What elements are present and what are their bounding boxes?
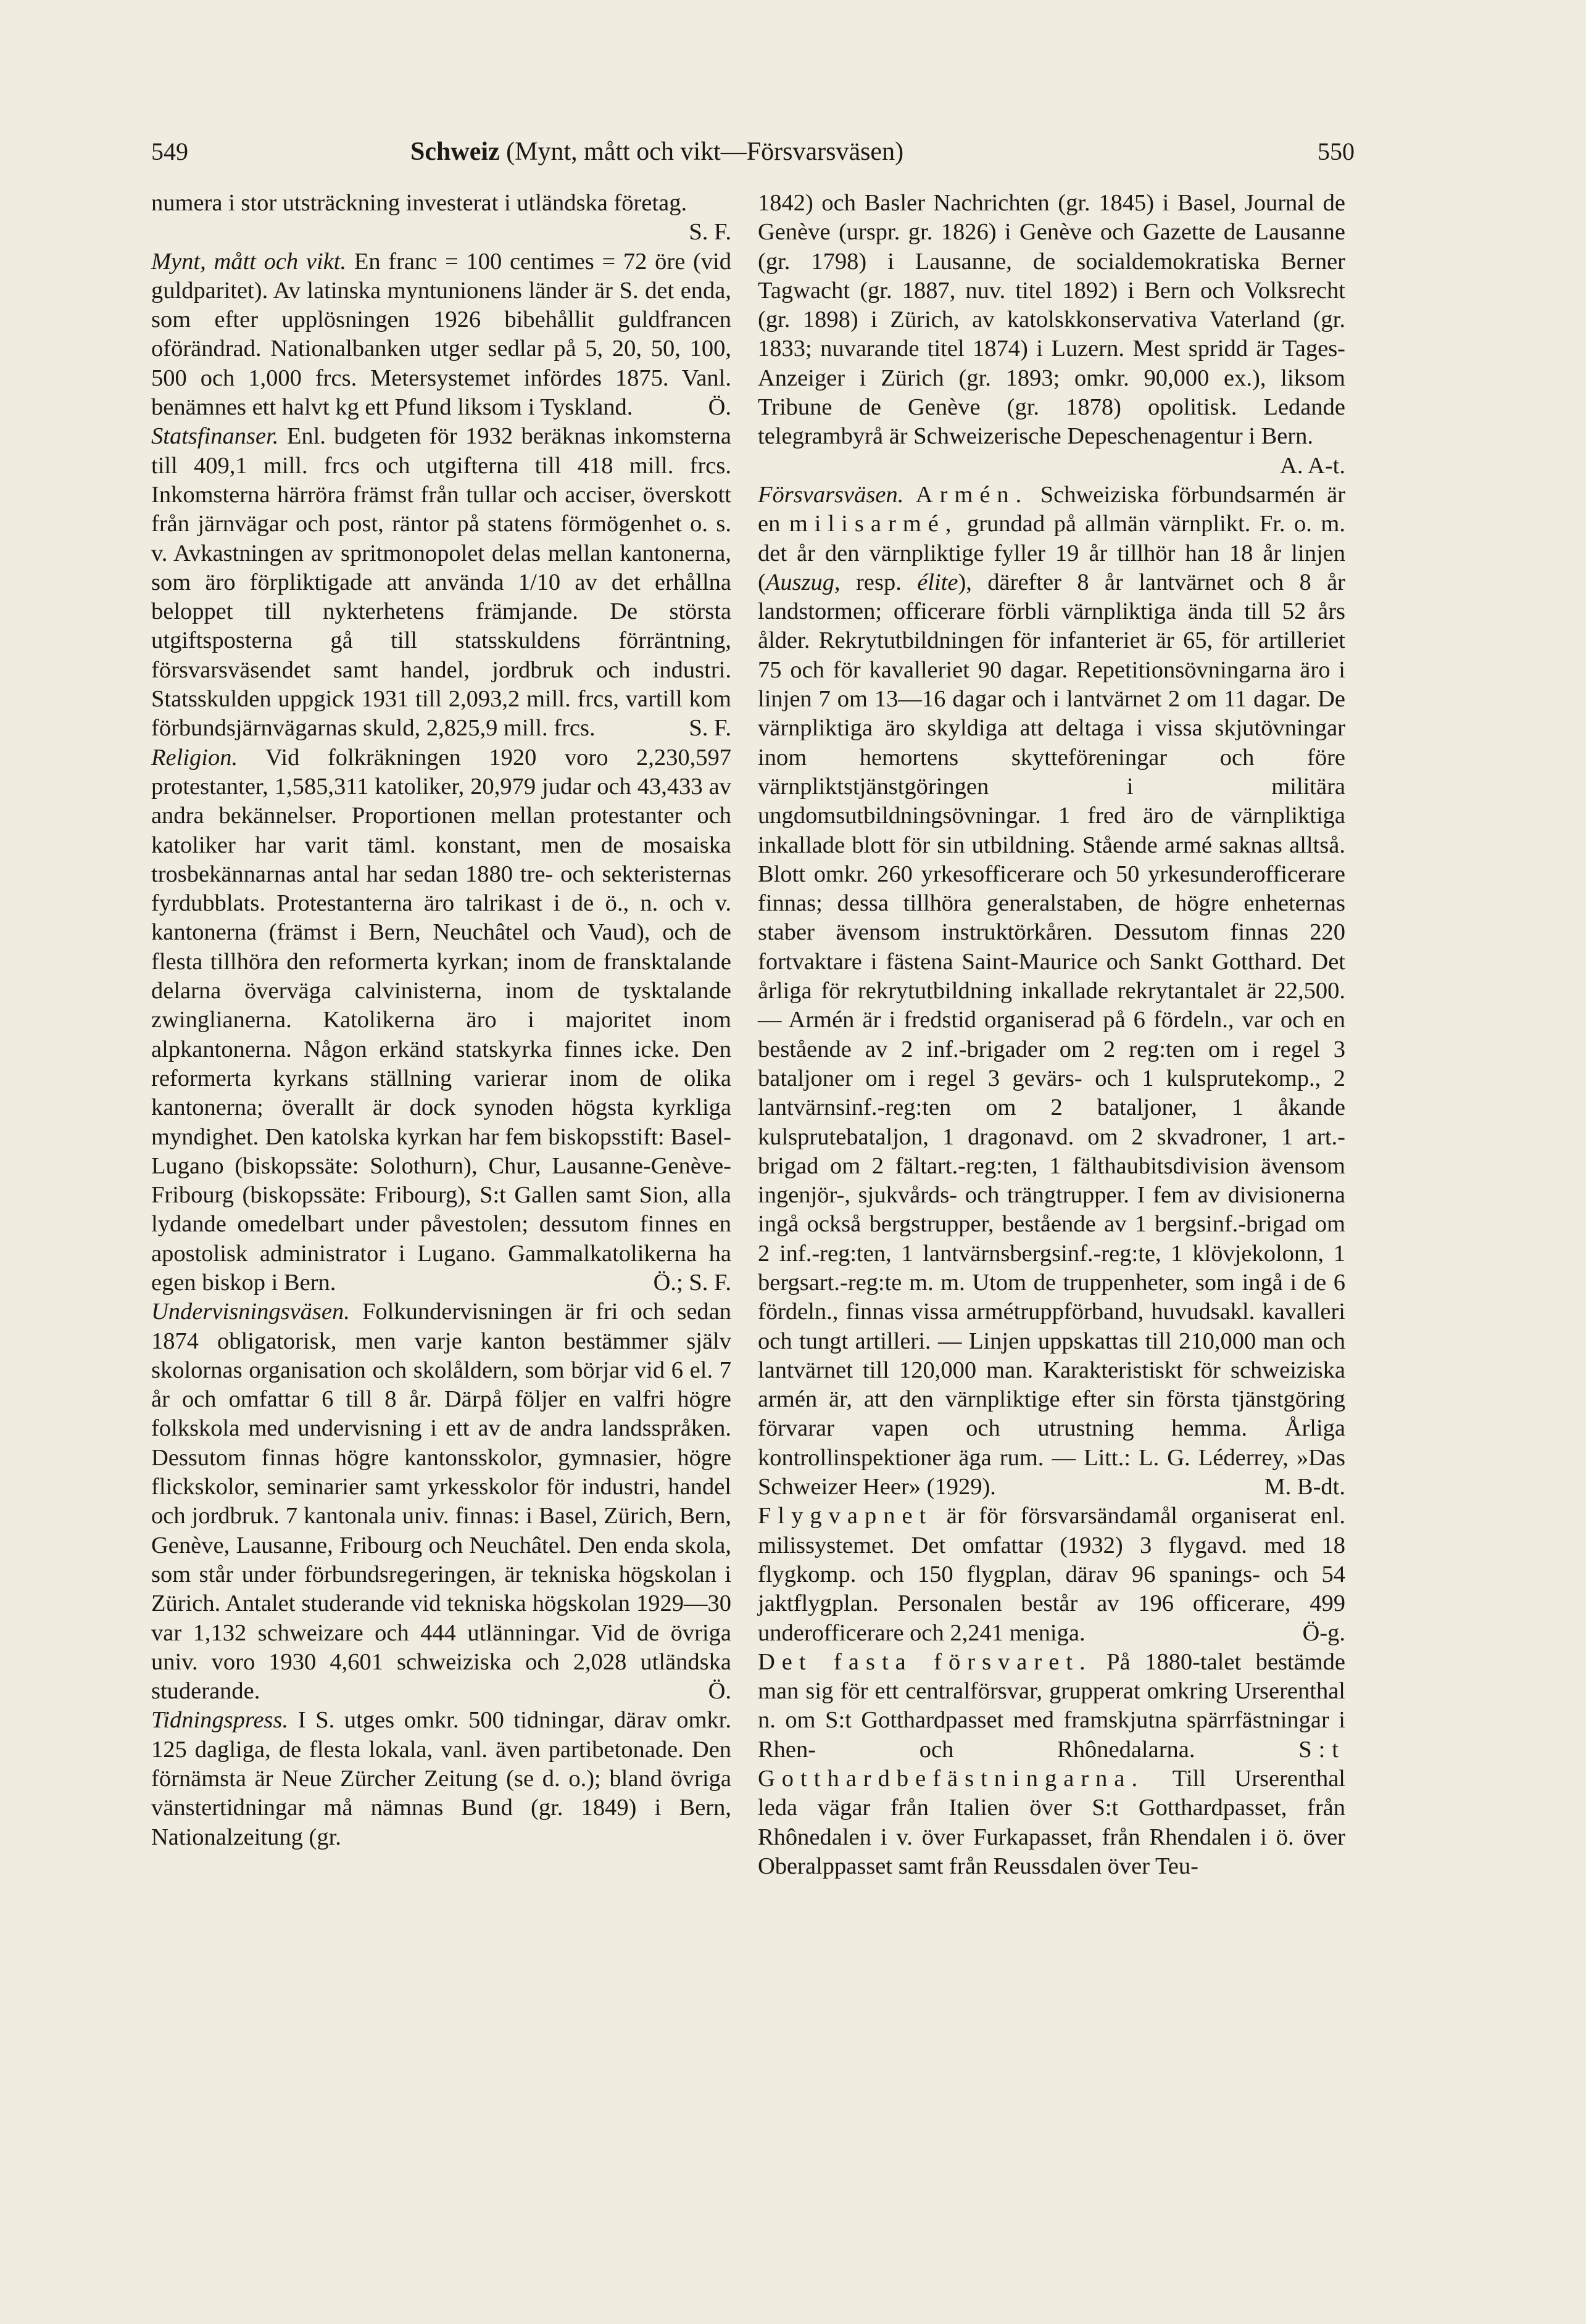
signature: S. F. <box>689 219 731 246</box>
signature: Ö. <box>708 394 731 421</box>
term-elite: élite <box>917 569 958 595</box>
running-title-rest: (Mynt, mått och vikt—Försvarsväsen) <box>506 138 904 166</box>
spaced-term-milisarme: milisarmé, <box>789 511 958 537</box>
left-column <box>151 189 731 1852</box>
spaced-term-armen: Armén. <box>915 481 1029 508</box>
signature: A. A-t. <box>1280 452 1345 479</box>
paragraph-statsfinanser: Statsfinanser. Enl. budgeten för 1932 beräknas inkomsterna till 409,1 mill. frcs och utgifterna till 418 mill. frcs. Inkomsterna härröra främst från tullar och acciser, överskott från järnvägar och post, räntor på statens förmögenhet o. s. v. Avkastningen av spritmonopolet delas mellan kantonerna, som äro förpliktigade att använda 1/10 av det erhållna beloppet till nykterhetens främjande. De största utgiftsposterna gå till statsskuldens förräntning, försvarsväsendet samt handel, jordbruk och industri. Statsskulden uppgick 1931 till 2,093,2 mill. frcs, vartill kom förbundsjärnvägarnas skuld, 2,825,9 mill. frcs. S. F. <box>151 422 731 743</box>
section-title-forsvarsvasen: Försvarsväsen. <box>758 481 904 508</box>
paragraph-tidningspress: Tidningspress. I S. utges omkr. 500 tidningar, därav omkr. 125 dagliga, de flesta lokala, vanl. även partibetonade. Den förnämsta är Neue Zürcher Zeitung (se d. o.); bland övriga vänstertidningar må nämnas Bund (gr. 1849) i Bern, Nationalzeitung (gr. <box>151 1707 731 1850</box>
running-title <box>410 137 903 167</box>
spaced-title-flygvapnet: Flygvapnet <box>758 1503 933 1529</box>
term-auszug: Auszug, <box>765 569 841 595</box>
signature: Ö. <box>708 1678 731 1705</box>
spaced-title-fasta-forsvaret: Det fasta försvaret. <box>758 1648 1092 1675</box>
section-title-undervisning: Undervisningsväsen. <box>151 1299 350 1325</box>
paragraph-press-continued: 1842) och Basler Nachrichten (gr. 1845) i Basel, Journal de Genève (urspr. gr. 1826) i Genève och Gazette de Lausanne (gr. 1798) i Lausanne, de socialdemokratiska Berner Tagwacht (gr. 1887, nuv. titel 1892) i Bern och Volksrecht (gr. 1898) i Zürich, av katolskkonservativa Vaterland (gr. 1833; nuvarande titel 1874) i Luzern. Mest spridd är Tages-Anzeiger i Zürich (gr. 1893; omkr. 90,000 ex.), liksom Tribune de Genève (gr. 1878) opolitisk. Ledande telegrambyrå är Schweizerische Depeschenagentur i Bern. A. A-t. <box>758 189 1345 452</box>
running-title-bold: Schweiz <box>410 138 500 166</box>
paragraph-mynt: Mynt, mått och vikt. En franc = 100 centimes = 72 öre (vid guldparitet). Av latinska myntunionens länder är S. det enda, som efter upplösningen 1926 bibehållit guldfrancen oförändrad. Nationalbanken utger sedlar på 5, 20, 50, 100, 500 och 1,000 frcs. Metersystemet infördes 1875. Vanl. benämnes ett halvt kg ett Pfund liksom i Tyskland. Ö. <box>151 247 731 423</box>
signature: M. B-dt. <box>1264 1474 1345 1500</box>
paragraph-investment: numera i stor utsträckning investerat i utländska företag. S. F. <box>151 189 731 218</box>
section-title-religion: Religion. <box>151 744 238 771</box>
section-title-statsfinanser: Statsfinanser. <box>151 423 279 450</box>
paragraph-fasta-forsvaret: Det fasta försvaret. På 1880-talet bestämde man sig för ett centralförsvar, grupperat omkring Urserenthal n. om S:t Gotthardpasset med framskjutna spärrfästningar i Rhen- och Rhônedalarna. S:t Gotthardbefästningarna. Till Urserenthal leda vägar från Italien över S:t Gotthardpasset, från Rhônedalen i v. över Furkapasset, från Rhendalen i ö. över Oberalppasset samt från Reussdalen över Teu- <box>758 1648 1346 1879</box>
signature: Ö-g. <box>1302 1619 1345 1646</box>
paragraph-flygvapnet: Flygvapnet är för försvarsändamål organiserat enl. milissystemet. Det omfattar (1932) 3 flygavd. med 18 flygkomp. och 150 flygplan, därav 96 spanings- och 54 jaktflygplan. Personalen består av 196 officerare, 499 underofficerare och 2,241 meniga. Ö-g. <box>758 1502 1345 1647</box>
paragraph-religion: Religion. Vid folkräkningen 1920 voro 2,230,597 protestanter, 1,585,311 katoliker, 20,979 judar och 43,433 av andra bekännelser. Proportionen mellan protestanter och katoliker har varit täml. konstant, men de mosaiska trosbekännarnas antal har sedan 1880 tre- och sekteristernas fyrdubblats. Protestanterna äro talrikast i de ö., n. och v. kantonerna (främst i Bern, Neuchâtel och Vaud), och de flesta tillhöra den reformerta kyrkan; inom de fransktalande delarna överväga calvinisterna, inom de tysktalande zwinglianerna. Katolikerna äro i majoritet inom alpkantonerna. Någon erkänd statskyrka finnes icke. Den reformerta kyrkans ställning varierar inom de olika kantonerna; överallt är dock synoden högsta kyrkliga myndighet. Den katolska kyrkan har fem biskopsstift: Basel-Lugano (biskopssäte: Solothurn), Chur, Lausanne-Genève-Fribourg (biskopssäte: Fribourg), S:t Gallen samt Sion, alla lydande omedelbart under påvestolen; dessutom finnes en apostolisk administrator i Lugano. Gammalkatolikerna ha egen biskop i Bern. Ö.; S. F. <box>151 743 731 1298</box>
page-number-right: 550 <box>1318 138 1355 165</box>
signature: Ö.; S. F. <box>653 1269 731 1296</box>
spaced-term-gotthard: S:t Gotthardbefästningarna. <box>758 1736 1346 1792</box>
page-header <box>0 137 1586 174</box>
right-column <box>758 189 1345 1881</box>
page-number-left: 549 <box>151 138 188 165</box>
signature: S. F. <box>689 715 731 742</box>
section-title-tidningspress: Tidningspress. <box>151 1707 289 1734</box>
paragraph-forsvarsvasen: Försvarsväsen. Armén. Schweiziska förbundsarmén är en milisarmé, grundad på allmän värnplikt. Fr. o. m. det år den värnpliktige fyller 19 år tillhör han 18 år linjen (Auszug, resp. élite), därefter 8 år lantvärnet och 8 år landstormen; officerare förbli värnpliktiga ända till 52 års ålder. Rekrytutbildningen för infanteriet är 65, för artilleriet 75 och för kavalleriet 90 dagar. Repetitionsövningarna äro i linjen 7 om 13—16 dagar och i lantvärnet 2 om 11 dagar. De värnpliktiga äro skyldiga att deltaga i vissa skjutövningar inom hemortens skytteföreningar och före värnpliktstjänstgöringen i militära ungdomsutbildningsövningar. 1 fred äro de värnpliktiga inkallade blott för sin utbildning. Stående armé saknas alltså. Blott omkr. 260 yrkesofficerare och 50 yrkesunderofficerare finnas; dessa tillhöra generalstaben, de högre enheternas staber ävensom instruktörkåren. Dessutom finnas 220 fortvaktare i fästena Saint-Maurice och Sankt Gotthard. Det årliga för rekrytutbildning inkallade rekrytantalet är 22,500. — Armén är i fredstid organiserad på 6 fördeln., var och en bestående av 2 inf.-brigader om 2 reg:ten om i regel 3 bataljoner om i regel 3 gevärs- och 1 kulsprutekomp., 2 lantvärnsinf.-reg:ten om 2 bataljoner, 1 åkande kulsprutebataljon, 1 dragonavd. om 2 skvadroner, 1 art.-brigad om 2 fältart.-reg:ten, 1 fälthaubitsdivision ävensom ingenjör-, sjukvårds- och trängtrupper. I fem av divisionerna ingå också bergstrupper, bestående av 1 bergsinf.-brigad om 2 inf.-reg:ten, 1 lantvärnsbergsinf.-reg:te, 1 klövjekolonn, 1 bergsart.-reg:te m. m. Utom de truppenheter, som ingå i de 6 fördeln., finnas vissa armétruppförband, huvudsakl. kavalleri och tungt artilleri. — Linjen uppskattas till 210,000 man och lantvärnet till 120,000 man. Karakteristiskt för schweiziska armén är, att den värnpliktige efter sin första tjänstgöring förvarar vapen och utrustning hemma. Årliga kontrollinspektioner äga rum. — Litt.: L. G. Léderrey, »Das Schweizer Heer» (1929). M. B-dt. <box>758 481 1345 1502</box>
section-title-mynt: Mynt, mått och vikt. <box>151 248 347 275</box>
paragraph-undervisning: Undervisningsväsen. Folkundervisningen är fri och sedan 1874 obligatorisk, men varje kanton bestämmer själv skolornas organisation och skolåldern, som börjar vid 6 el. 7 år och omfattar 6 till 8 år. Därpå följer en valfri högre folkskola med undervisning i ett av de andra landsspråken. Dessutom finnas högre kantonsskolor, gymnasier, högre flickskolor, seminarier samt yrkesskolor för industri, handel och jordbruk. 7 kantonala univ. finnas: i Basel, Zürich, Bern, Genève, Lausanne, Fribourg och Neuchâtel. Den enda skola, som står under förbundsregeringen, är tekniska högskolan i Zürich. Antalet studerande vid tekniska högskolan 1929—30 var 1,132 schweizare och 444 utlänningar. Vid de övriga univ. voro 1930 4,601 schweiziska och 2,028 utländska studerande. Ö. <box>151 1297 731 1706</box>
